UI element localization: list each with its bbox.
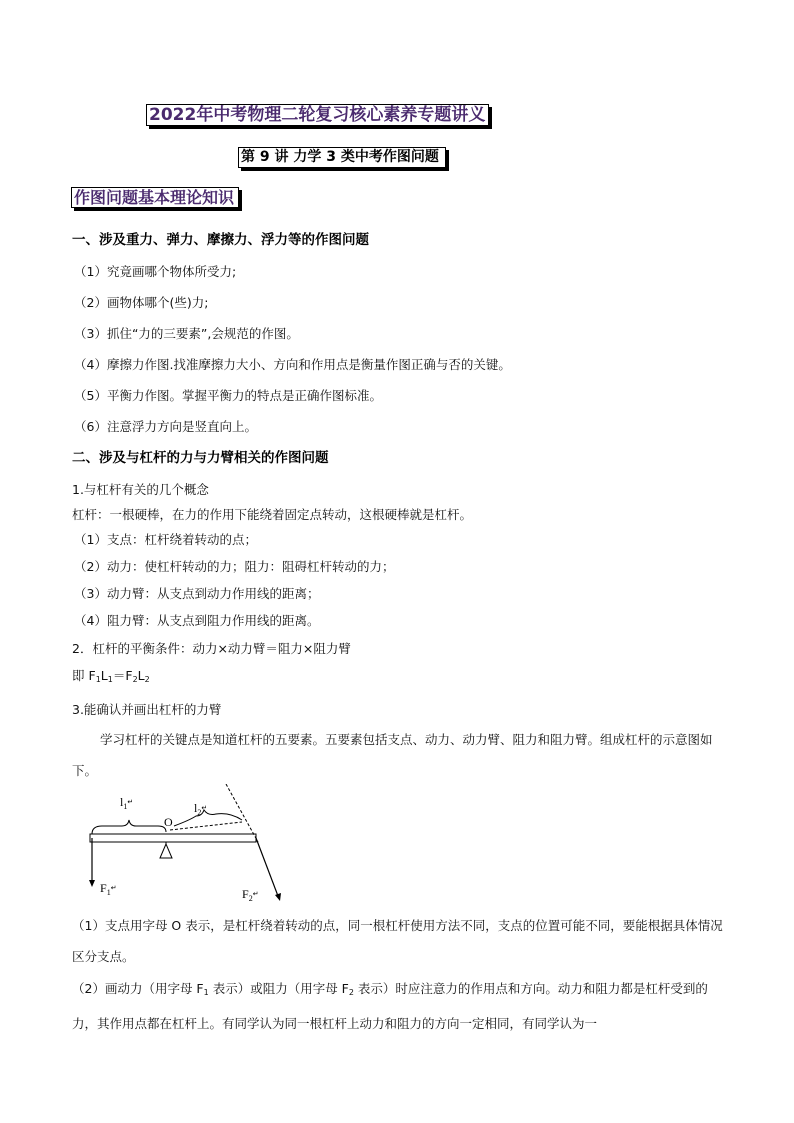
part1-item: （6）注意浮力方向是竖直向上。: [74, 419, 257, 434]
lever-definition: 杠杆：一根硬棒，在力的作用下能绕着固定点转动，这根硬棒就是杠杆。: [72, 507, 473, 522]
arm-title: 3.能确认并画出杠杆的力臂: [72, 702, 222, 717]
lecture-title: 第 9 讲 力学 3 类中考作图问题: [238, 147, 446, 168]
part1-heading: 一、涉及重力、弹力、摩擦力、浮力等的作图问题: [72, 232, 369, 248]
f1-label: $F_1^↵$: [100, 881, 117, 897]
lever-bar: [90, 834, 256, 842]
note-fulcrum: （1）支点用字母 O 表示，是杠杆绕着转动的点，同一根杠杆使用方法不同，支点的位置可能不同，要能根据具体情况区分支点。: [72, 918, 723, 964]
fulcrum-triangle: [160, 844, 172, 858]
lever-diagram: [80, 784, 300, 906]
concept-item: （3）动力臂：从支点到动力作用线的距离；: [74, 586, 320, 601]
concepts-title: 1.与杠杆有关的几个概念: [72, 482, 209, 497]
arm-paragraph: 学习杠杆的关键点是知道杠杆的五要素。五要素包括支点、动力、动力臂、阻力和阻力臂。组成杠杆的示意图如下。: [72, 732, 713, 778]
balance-condition: 2．杠杆的平衡条件：动力×动力臂＝阻力×阻力臂: [72, 641, 351, 656]
section-title: 作图问题基本理论知识: [71, 187, 239, 208]
concept-item: （4）阻力臂：从支点到阻力作用线的距离。: [74, 613, 320, 628]
part1-item: （4）摩擦力作图.找准摩擦力大小、方向和作用点是衡量作图正确与否的关键。: [74, 357, 511, 372]
f2-action-line: [226, 784, 258, 842]
part1-item: （1）究竟画哪个物体所受力;: [74, 264, 237, 279]
note-forces: （2）画动力（用字母 $F_1$ 表示）或阻力（用字母 $F_2$ 表示）时应注意力的作用点和方向。动力和阻力都是杠杆受到的力，其作用点都在杠杆上。有同学认为同一根杠杆上动力和阻力的方向一定相同，有同学认为一: [72, 981, 708, 1031]
f2-arrow: [256, 838, 278, 896]
l2-label: $l_2^↵$: [194, 801, 208, 817]
part2-heading: 二、涉及与杠杆的力与力臂相关的作图问题: [72, 450, 329, 466]
part1-item: （2）画物体哪个(些)力;: [74, 295, 209, 310]
l1-label: $l_1^↵$: [120, 795, 134, 811]
concept-item: （1）支点：杠杆绕着转动的点；: [74, 532, 257, 547]
main-title: 2022年中考物理二轮复习核心素养专题讲义: [146, 104, 489, 126]
concept-item: （2）动力：使杠杆转动的力；阻力：阻碍杠杆转动的力；: [74, 559, 395, 574]
part1-item: （3）抓住“力的三要素”,会规范的作图。: [74, 326, 299, 341]
balance-formula: 即 $F_1L_1=F_2L_2$: [72, 668, 150, 684]
fulcrum-o-label: O: [164, 815, 173, 829]
l1-brace: [92, 820, 166, 834]
f2-label: $F_2^↵$: [242, 887, 259, 903]
part1-item: （5）平衡力作图。掌握平衡力的特点是正确作图标准。: [74, 388, 382, 403]
